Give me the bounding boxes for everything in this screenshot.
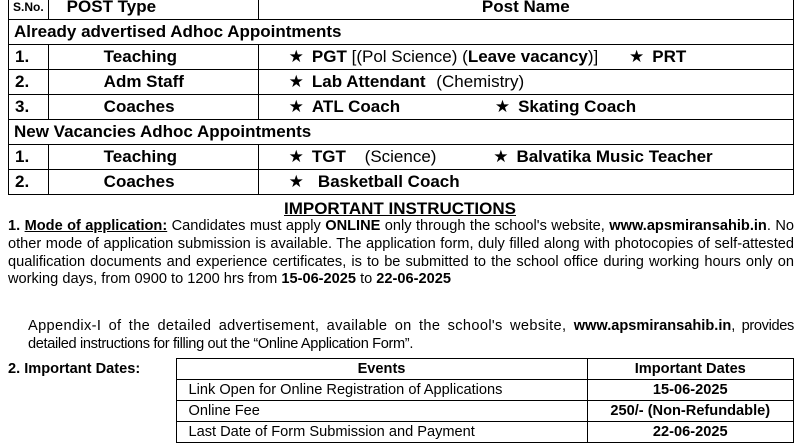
table-row	[9, 45, 794, 70]
row-number: 1.	[9, 45, 49, 70]
website-link: www.apsmiransahib.in	[573, 318, 732, 334]
section-title-new-vacancies: New Vacancies Adhoc Appointments	[9, 120, 794, 145]
table-row	[9, 95, 794, 120]
row-number: 2.	[9, 170, 49, 195]
mode-heading: Mode of application:	[24, 218, 168, 234]
header-post-name: Post Name	[258, 0, 793, 20]
post-type: Coaches	[48, 170, 258, 195]
star-icon: ★	[288, 172, 304, 192]
section-row	[9, 20, 794, 45]
table-row	[9, 170, 794, 195]
event-date: 15-06-2025	[587, 380, 794, 401]
star-icon: ★	[288, 47, 304, 67]
post-type: Coaches	[48, 95, 258, 120]
post-names	[258, 95, 793, 120]
row-number: 2.	[9, 70, 49, 95]
posts-table	[8, 0, 794, 195]
event-name: Online Fee	[176, 401, 587, 422]
star-icon: ★	[628, 47, 645, 67]
star-icon: ★	[288, 147, 304, 167]
post-name: ATL Coach	[311, 97, 401, 116]
star-icon: ★	[494, 97, 511, 117]
post-type: Adm Staff	[48, 70, 258, 95]
appendix-paragraph: Appendix-I of the detailed advertisement, available on the school's website, www.apsmiransahib.in, provides detailed instructions for filling out the “Online Application Form”.	[28, 318, 794, 352]
event-date: 250/- (Non-Refundable)	[587, 401, 794, 422]
post-name: Basketball Coach	[317, 172, 460, 191]
post-note: (Chemistry)	[436, 72, 525, 91]
post-names	[258, 70, 793, 95]
post-name: Lab Attendant	[311, 72, 426, 91]
post-note: (Science)	[364, 147, 437, 166]
header-post-type: POST Type	[48, 0, 258, 20]
header-sno: S.No.	[9, 0, 49, 20]
important-dates-table	[8, 358, 794, 443]
post-type: Teaching	[48, 45, 258, 70]
row-number: 3.	[9, 95, 49, 120]
section-title-already-advertised: Already advertised Adhoc Appointments	[9, 20, 794, 45]
important-dates-label: 2. Important Dates:	[8, 359, 176, 443]
header-important-dates: Important Dates	[587, 359, 794, 380]
star-icon: ★	[288, 72, 304, 92]
post-name: TGT	[311, 147, 346, 166]
mode-of-application-paragraph: 1. Mode of application: Candidates must apply ONLINE only through the school's website, www.apsmiransahib.in. No other mode of application submission is available. The application form, duly filled along with photocopies of self-attested qualification documents and experience certificates, is to be submitted to the school office during working hours only on working days, from 0900 to 1200 hrs from 15-06-2025 to 22-06-2025	[8, 218, 794, 288]
star-icon: ★	[493, 147, 509, 167]
website-link: www.apsmiransahib.in	[609, 218, 767, 234]
star-icon: ★	[288, 97, 304, 117]
post-note: [(Pol Science) (Leave vacancy)]	[351, 47, 599, 66]
post-name: Skating Coach	[518, 97, 637, 116]
instructions-title: IMPORTANT INSTRUCTIONS	[283, 199, 516, 218]
section-row	[9, 120, 794, 145]
post-names	[258, 45, 793, 70]
row-number: 1.	[9, 145, 49, 170]
post-type: Teaching	[48, 145, 258, 170]
post-name: Balvatika Music Teacher	[516, 147, 713, 166]
post-name: PGT	[311, 47, 347, 66]
event-name: Link Open for Online Registration of Applications	[176, 380, 587, 401]
table-row	[9, 145, 794, 170]
post-names	[258, 170, 793, 195]
event-date: 22-06-2025	[587, 422, 794, 443]
table-row	[9, 70, 794, 95]
post-name: PRT	[652, 47, 687, 66]
posts-header-row	[9, 0, 794, 20]
header-events: Events	[176, 359, 587, 380]
post-names	[258, 145, 793, 170]
dates-header-row	[8, 359, 794, 380]
event-name: Last Date of Form Submission and Payment	[176, 422, 587, 443]
